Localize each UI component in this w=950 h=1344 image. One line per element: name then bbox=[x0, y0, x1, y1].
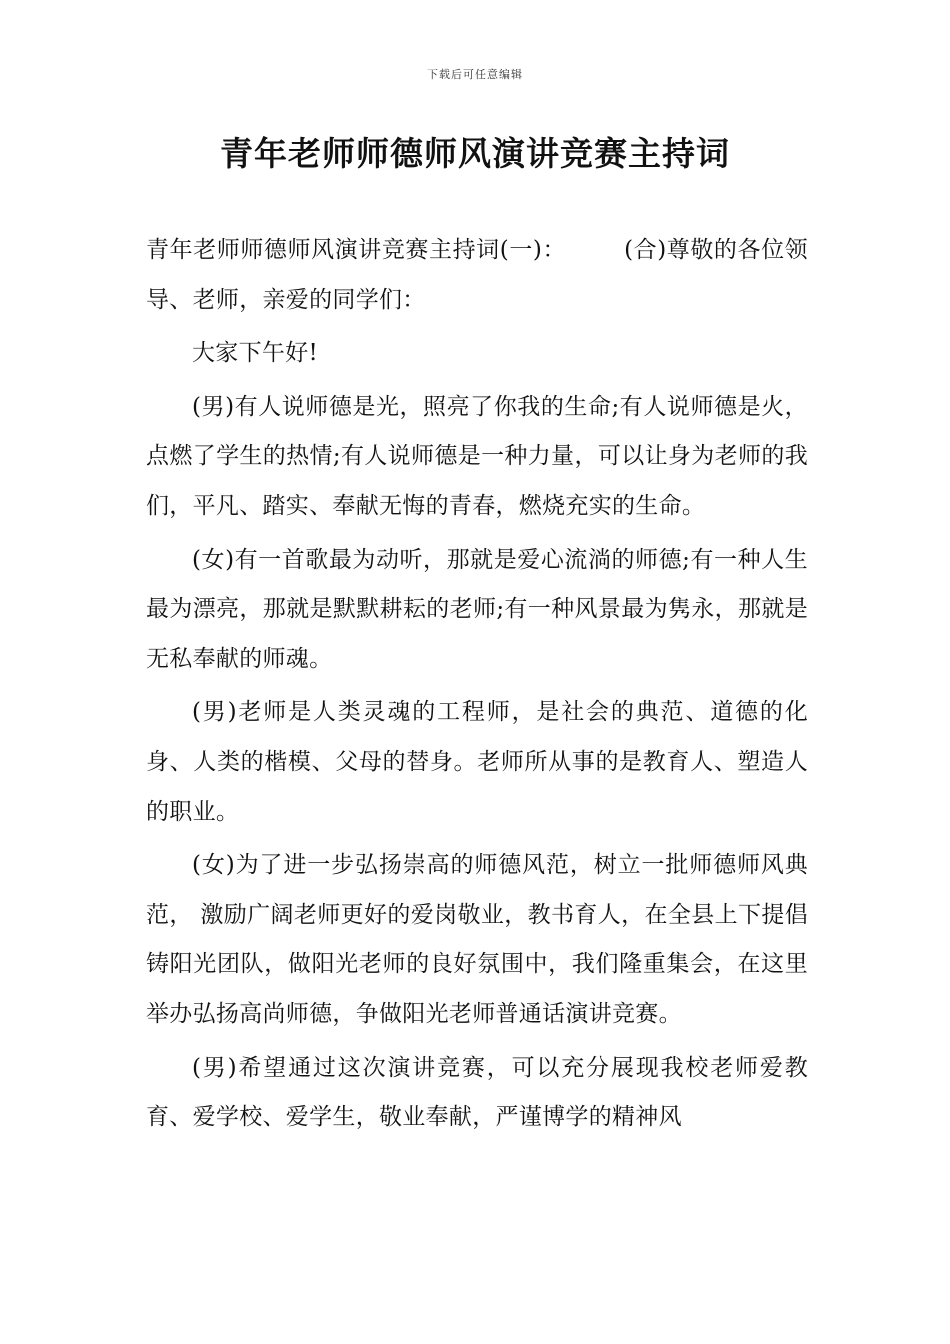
document-title: 青年老师师德师风演讲竞赛主持词 bbox=[220, 134, 730, 173]
paragraph-male-2: (男)老师是人类灵魂的工程师，是社会的典范、道德的化身、人类的楷模、父母的替身。老师所从事的是教育人、塑造人的职业。 bbox=[146, 699, 808, 825]
paragraph-male-3: (男)希望通过这次演讲竞赛，可以充分展现我校老师爱教育、爱学校、爱学生，敬业奉献，严谨博学的精神风 bbox=[146, 1054, 808, 1131]
intro-paragraph bbox=[146, 226, 808, 325]
intro-rest: (合)尊敬的各位领导、老师，亲爱的同学们： bbox=[146, 237, 808, 313]
paragraph-female-1: (女)有一首歌最为动听，那就是爱心流淌的师德;有一种人生最为漂亮，那就是默默耕耘的老师;有一种风景最为隽永，那就是无私奉献的师魂。 bbox=[146, 546, 808, 672]
paragraph-greeting: 大家下午好! bbox=[192, 340, 319, 367]
paragraph-male-1: (男)有人说师德是光，照亮了你我的生命;有人说师德是火，点燃了学生的热情;有人说师德是一种力量，可以让身为老师的我们，平凡、踏实、奉献无悔的青春，燃烧充实的生命。 bbox=[146, 393, 808, 519]
paragraph-female-2: (女)为了进一步弘扬崇高的师德风范，树立一批师德师风典范， 激励广阔老师更好的爱岗敬业，教书育人，在全县上下提倡铸阳光团队，做阳光老师的良好氛围中，我们隆重集会，在这里举办弘扬高尚师德，争做阳光老师普通话演讲竞赛。 bbox=[146, 852, 808, 1027]
header-note: 下载后可任意编辑 bbox=[427, 68, 523, 81]
intro-lead: 青年老师师德师风演讲竞赛主持词(一)： bbox=[146, 237, 567, 263]
document-body bbox=[146, 226, 808, 1147]
